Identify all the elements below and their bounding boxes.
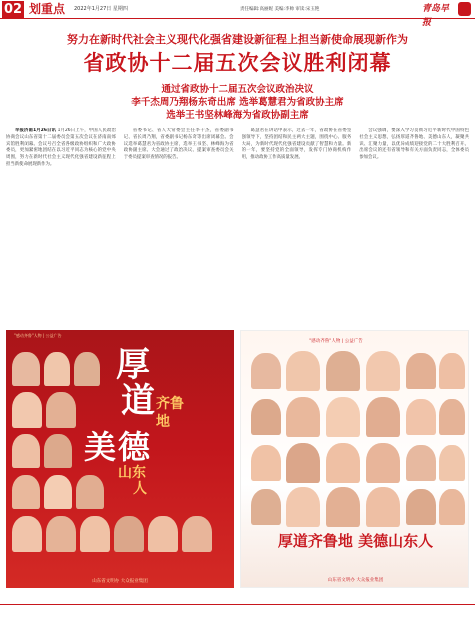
portrait: [12, 352, 40, 386]
editor-credits: 责任编辑:高丽妮 美编:李帅 审读:宋玉艳: [240, 7, 320, 12]
portrait: [326, 351, 360, 391]
portrait: [12, 434, 40, 468]
portrait: [439, 489, 465, 525]
portrait: [46, 392, 76, 428]
portrait: [366, 351, 400, 391]
calligraphy-char: 厚: [116, 345, 150, 385]
portrait: [286, 443, 320, 483]
article-body: [6, 128, 469, 326]
portrait: [12, 516, 42, 552]
portrait: [326, 443, 360, 483]
portrait: [286, 487, 320, 527]
ad-right-caption: 山东省文明办 大众报业集团: [327, 578, 384, 583]
calligraphy-char: 美: [84, 428, 117, 466]
portrait: [182, 516, 212, 552]
section-title: 划重点: [29, 2, 66, 16]
portrait: [74, 352, 100, 386]
footer-rule: [0, 604, 475, 605]
portrait: [44, 475, 72, 509]
ad-right-ribbon: "感动齐鲁"人物 | 公益广告: [309, 339, 363, 344]
portrait: [12, 475, 40, 509]
headline-kicker: 努力在新时代社会主义现代化强省建设新征程上担当新使命展现新作为: [67, 33, 408, 46]
portrait: [366, 443, 400, 483]
portrait: [286, 351, 320, 391]
portrait: [251, 445, 281, 481]
portrait: [46, 516, 76, 552]
portrait: [326, 487, 360, 527]
calligraphy-char: 山东: [118, 465, 146, 481]
main-headline: 省政协十二届五次会议胜利闭幕: [83, 51, 392, 75]
page-number: 02: [3, 2, 23, 17]
article-column-1: [6, 128, 116, 326]
portrait: [366, 397, 400, 437]
masthead: [0, 0, 475, 28]
article-column-4: [359, 128, 469, 326]
subhead-3: 选举王书坚林峰海为省政协副主席: [166, 110, 309, 121]
ad-left-ribbon: "感动齐鲁"人物 | 公益广告: [14, 333, 62, 338]
ad-image-right: [240, 330, 469, 588]
calligraphy-char: 地: [156, 414, 170, 430]
calligraphy-char: 德: [118, 428, 151, 466]
subhead-2: 李千杰周乃翔杨东奇出席 选举葛慧君为省政协主席: [131, 97, 344, 108]
calligraphy-char: 人: [133, 481, 147, 497]
portrait: [114, 516, 144, 552]
article-text-1: 1月26日上午，中国人民政治协商会议山东省第十二届委员会第五次会议在济南南郊宾馆胜利闭幕。会议号召全省各级政协组织和广大政协委员，更加紧密地团结在以习近平同志为核心的党中央周围，努力在新时代社会主义现代化强省建设新征程上担当新使命展现新作为。: [6, 128, 116, 167]
article-column-2: [124, 128, 234, 326]
paper-logo: 青岛早报: [422, 4, 450, 28]
ad-image-left: [6, 330, 234, 588]
portrait: [406, 399, 436, 435]
paper-logo-icon: [458, 2, 471, 16]
portrait: [12, 392, 42, 428]
article-text-3: 葛慧君在讲话中表示，过去一年，省政协在省委坚强领导下，坚持团结和民主两大主题，围绕中心、服务大局，为新时代现代化强省建设贡献了智慧和力量。新的一年，要坚持党的全面领导，发挥专门协商机构作用，推动政协工作高质量发展。: [241, 128, 352, 161]
portrait: [44, 352, 70, 386]
portrait: [406, 445, 436, 481]
ad-left-caption: 山东省文明办 大众报业集团: [92, 579, 148, 584]
calligraphy-char: 道: [121, 381, 155, 421]
issue-date: 2022年1月27日 星期四: [74, 6, 128, 12]
portrait: [148, 516, 178, 552]
portrait: [366, 487, 400, 527]
subhead-1: 通过省政协十二届五次会议政治决议: [161, 84, 314, 95]
ad-right-slogan: 厚道齐鲁地 美德山东人: [277, 532, 434, 550]
portrait: [439, 445, 465, 481]
article-column-3: [242, 128, 352, 326]
portrait: [80, 516, 110, 552]
portrait: [406, 489, 436, 525]
article-text-4: 会议强调，要深入学习贯彻习近平新时代中国特色社会主义思想，弘扬厚道齐鲁地、美德山东人，凝聚共识、汇聚力量，以优异成绩迎接党的二十大胜利召开。出席会议的还有省领导和有关方面负责同志，全体委员参加会议。: [359, 128, 469, 161]
portrait: [251, 353, 281, 389]
portrait: [439, 353, 465, 389]
calligraphy-char: 齐鲁: [156, 396, 184, 412]
article-dateline: 早报济南1月26日讯: [15, 128, 57, 133]
portrait: [439, 399, 465, 435]
portrait: [286, 397, 320, 437]
portrait: [76, 475, 104, 509]
portrait: [326, 397, 360, 437]
portrait: [406, 353, 436, 389]
article-text-2: 省委书记、省人大常委会主任李干杰，省委副书记、省长周乃翔，省委副书记杨东奇等出席闭幕会。会议选举葛慧君为省政协主席，选举王书坚、林峰海为省政协副主席。大会通过了政治决议、提案审查委员会关于委员提案审查情况的报告。: [123, 128, 234, 161]
portrait: [44, 434, 72, 468]
portrait: [251, 489, 281, 525]
portrait: [251, 399, 281, 435]
